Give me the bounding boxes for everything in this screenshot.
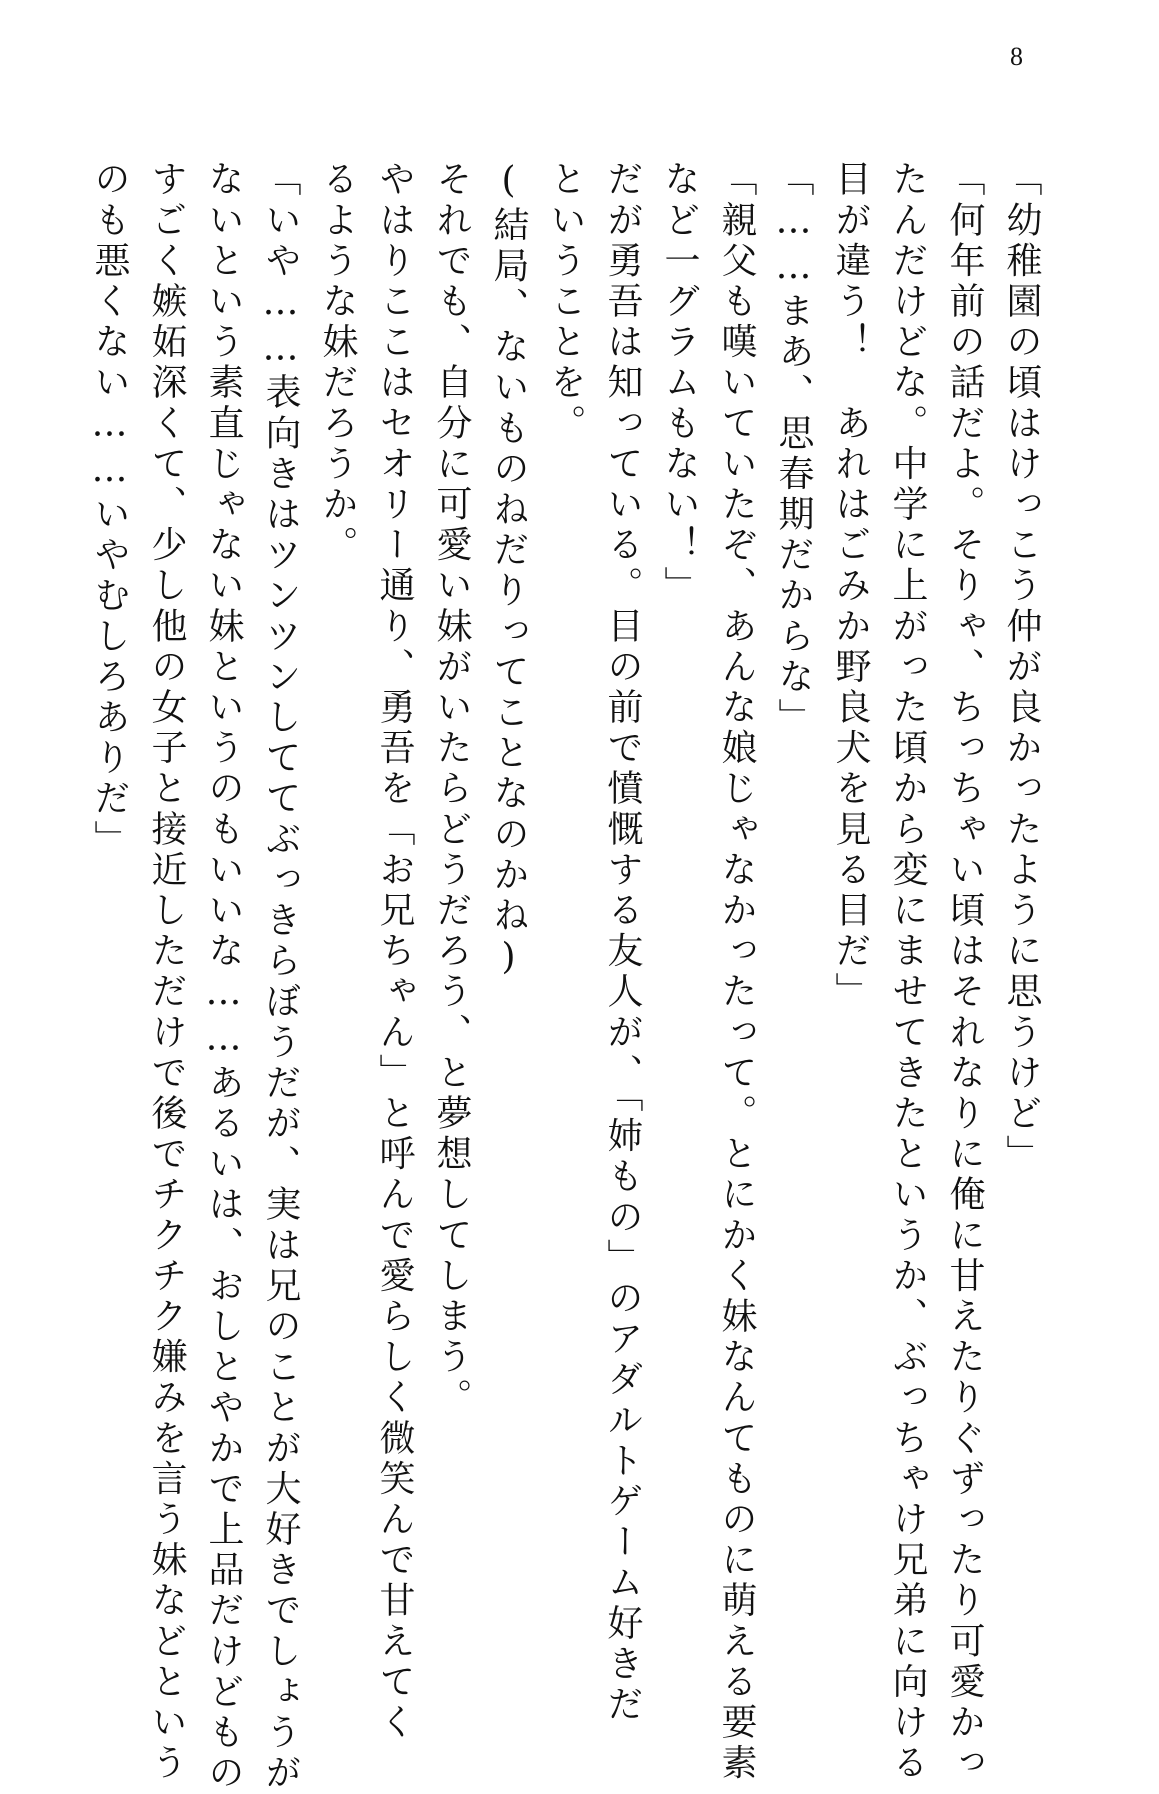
text-line: 「親父も嘆いていたぞ、あんな娘じゃなかったって。とにかく妹なんてものに萌える要素 — [716, 160, 757, 1784]
text-line: だが勇吾は知っている。目の前で憤慨する友人が、「姉もの」のアダルトゲーム好きだ — [602, 160, 643, 1726]
text-line: 目が違う！ あれはごみか野良犬を見る目だ」 — [830, 160, 871, 1013]
text-line: すごく嫉妬深くて、少し他の女子と接近しただけで後でチクチク嫌みを言う妹などという — [146, 160, 187, 1784]
text-line: ということを。 — [545, 160, 586, 445]
text-line: それでも、自分に可愛い妹がいたらどうだろう、と夢想してしまう。 — [431, 160, 472, 1419]
page-number: 8 — [1010, 42, 1023, 71]
text-line: など一グラムもない！」 — [659, 160, 700, 607]
text-line: のも悪くない……いやむしろありだ」 — [89, 160, 130, 861]
text-line: たんだけどな。中学に上がった頃から変にませてきたというか、ぶっちゃけ兄弟に向ける — [887, 160, 928, 1784]
body-text — [89, 160, 1042, 1794]
text-line: るような妹だろうか。 — [317, 160, 358, 566]
text-line: (結局、ないものねだりってことなのかね) — [488, 160, 529, 982]
text-line: 「幼稚園の頃はけっこう仲が良かったように思うけど」 — [1001, 160, 1042, 1175]
text-line: 「何年前の話だよ。そりゃ、ちっちゃい頃はそれなりに俺に甘えたりぐずったり可愛かっ — [944, 160, 985, 1784]
text-line: 「いや……表向きはツンツンしててぶっきらぼうだが、実は兄のことが大好きでしょうが — [260, 160, 301, 1794]
text-line: ないという素直じゃない妹というのもいいな……あるいは、おしとやかで上品だけどもの — [203, 160, 244, 1794]
text-line: やはりここはセオリー通り、勇吾を「お兄ちゃん」と呼んで愛らしく微笑んで甘えてく — [374, 160, 415, 1744]
text-line: 「……まあ、思春期だからな」 — [773, 160, 814, 739]
